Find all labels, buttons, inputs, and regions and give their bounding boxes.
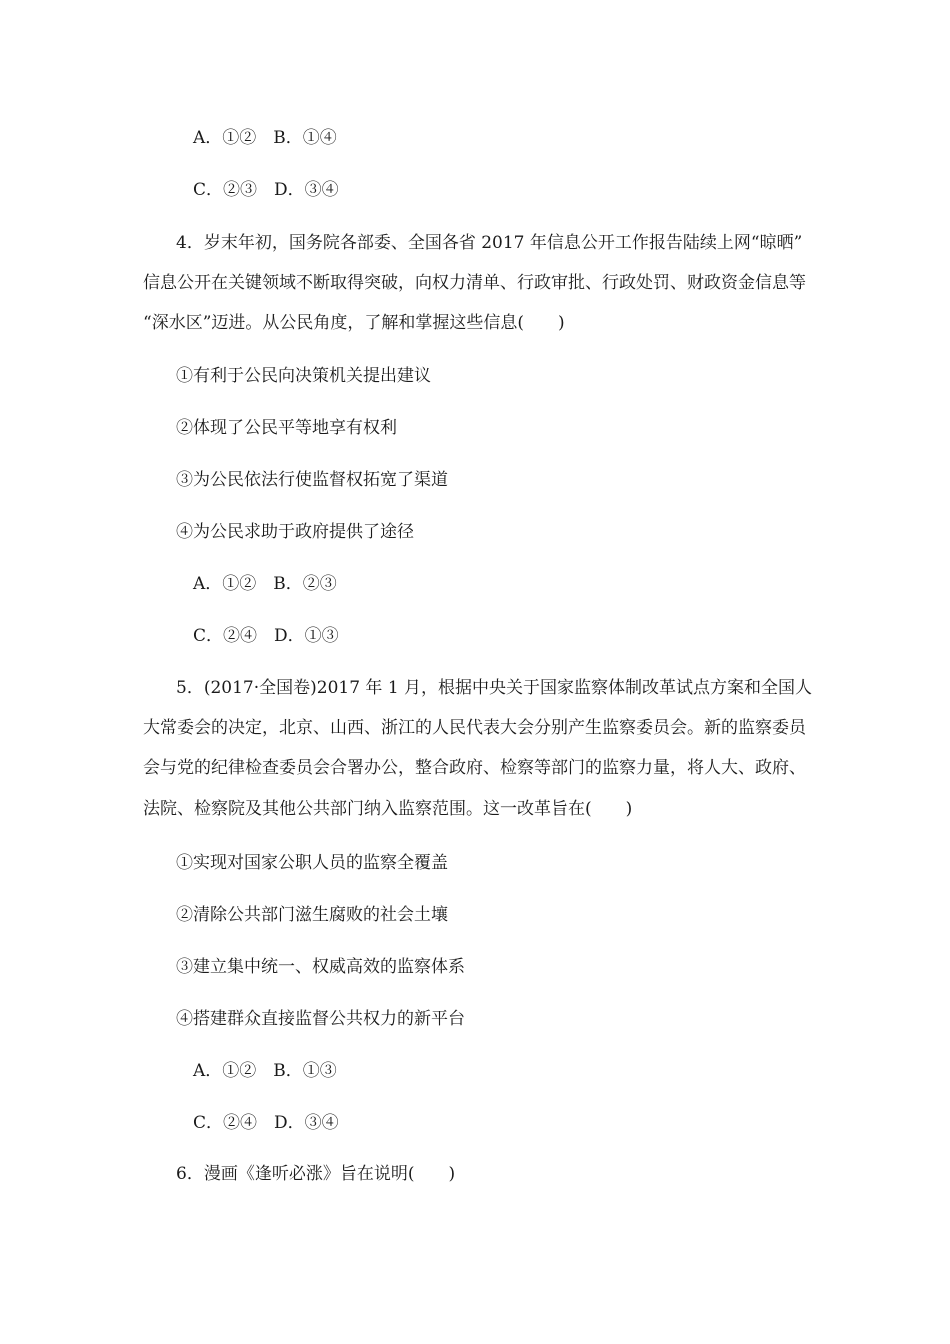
q5-item-4: ④搭建群众直接监督公共权力的新平台 [176, 1009, 465, 1029]
q4-item-1: ①有利于公民向决策机关提出建议 [176, 366, 431, 386]
q5-options-row-2: C．②④ D．③④ [193, 1113, 339, 1133]
q4-item-4: ④为公民求助于政府提供了途径 [176, 522, 414, 542]
q4-item-3: ③为公民依法行使监督权拓宽了渠道 [176, 470, 448, 490]
q5-stem-line-4: 法院、检察院及其他公共部门纳入监察范围。这一改革旨在( ) [143, 799, 633, 819]
q5-item-3: ③建立集中统一、权威高效的监察体系 [176, 957, 465, 977]
q5-item-2: ②清除公共部门滋生腐败的社会土壤 [176, 905, 448, 925]
q4-options-row-1: A．①② B．②③ [193, 574, 337, 594]
q3-options-row-1: A．①② B．①④ [193, 128, 337, 148]
q4-stem-line-2: 信息公开在关键领域不断取得突破，向权力清单、行政审批、行政处罚、财政资金信息等 [143, 273, 806, 293]
q3-options-row-2: C．②③ D．③④ [193, 180, 339, 200]
q4-options-row-2: C．②④ D．①③ [193, 626, 339, 646]
q4-stem-line-1: 4．岁末年初，国务院各部委、全国各省 2017 年信息公开工作报告陆续上网“晾晒” [176, 233, 803, 253]
q5-stem-line-3: 会与党的纪律检查委员会合署办公，整合政府、检察等部门的监察力量，将人大、政府、 [143, 758, 806, 778]
q5-stem-line-1: 5．(2017·全国卷)2017 年 1 月，根据中央关于国家监察体制改革试点方案和全国人 [176, 678, 813, 698]
q5-stem-line-2: 大常委会的决定，北京、山西、浙江的人民代表大会分别产生监察委员会。新的监察委员 [143, 718, 806, 738]
q6-stem: 6．漫画《逢听必涨》旨在说明( ) [176, 1164, 456, 1184]
q5-options-row-1: A．①② B．①③ [193, 1061, 337, 1081]
q5-item-1: ①实现对国家公职人员的监察全覆盖 [176, 853, 448, 873]
q4-stem-line-3: “深水区”迈进。从公民角度，了解和掌握这些信息( ) [143, 313, 565, 333]
q4-item-2: ②体现了公民平等地享有权利 [176, 418, 397, 438]
